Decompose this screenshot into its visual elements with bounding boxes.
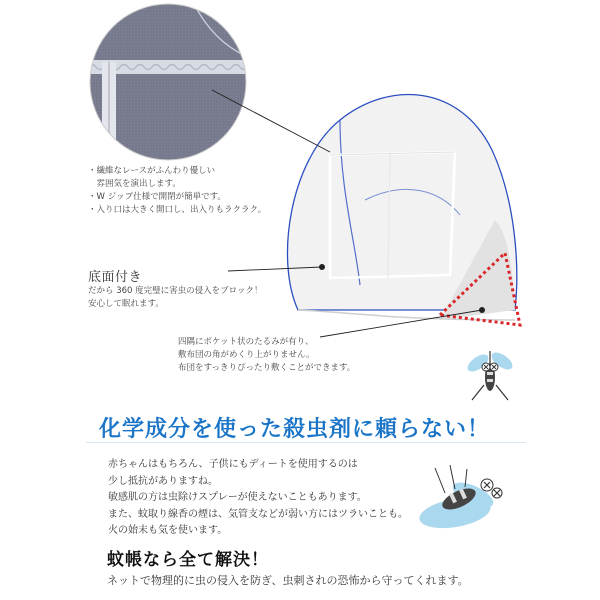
pocket-desc	[178, 336, 355, 375]
lace-feature-text	[88, 165, 266, 217]
bottom-desc	[88, 285, 262, 311]
bottom-title: 底面付き	[88, 270, 143, 285]
mosquito-net-tent-image	[270, 80, 530, 340]
lace-closeup-image	[88, 2, 248, 162]
headline: 化学成分を使った殺虫剤に頼らない！	[99, 417, 491, 442]
lace-feature-line: 雰囲気を演出します。	[88, 179, 181, 189]
lace-feature-line: ・W ジップ仕様で開閉が簡単です。	[88, 192, 226, 202]
mosquito-icon	[460, 345, 520, 405]
body-line: 敏感肌の方は虫除けスプレーが使えないこともあります。	[108, 492, 367, 503]
dead-mosquito-icon	[415, 463, 515, 543]
bottom-desc-line: だから 360 度完璧に害虫の侵入をブロック！	[88, 286, 263, 296]
body-line: 火の始末も気を使います。	[108, 525, 228, 536]
body-text	[108, 457, 408, 540]
headline-block	[99, 412, 522, 440]
pocket-desc-line: 敷布団の角がめくり上がりません。	[178, 350, 315, 360]
body-line: 赤ちゃんはもちろん、子供にもディートを使用するのは	[108, 459, 358, 470]
bottom-desc-line: 安心して眠れます。	[88, 299, 164, 309]
lace-feature-line: ・入り口は大きく開口し、出入りもラクラク。	[88, 205, 267, 215]
headline-divider	[86, 442, 526, 443]
pocket-desc-line: 四隅にポケット状のたるみが有り、	[178, 337, 314, 347]
body-line: 少し抵抗がありますね。	[108, 475, 218, 487]
subhead: 蚊帳なら全て解決！	[107, 550, 269, 570]
body-line: また、蚊取り線香の煙は、気管支などが弱い方にはツラいことも。	[108, 508, 408, 520]
footer-text: ネットで物理的に虫の侵入を防ぎ、虫刺されの恐怖から守ってくれます。	[107, 574, 469, 587]
lace-feature-line: ・繊維なレースがふんわり優しい	[88, 166, 216, 176]
pocket-desc-line: 布団をすっきりぴったり敷くことができます。	[178, 363, 356, 373]
